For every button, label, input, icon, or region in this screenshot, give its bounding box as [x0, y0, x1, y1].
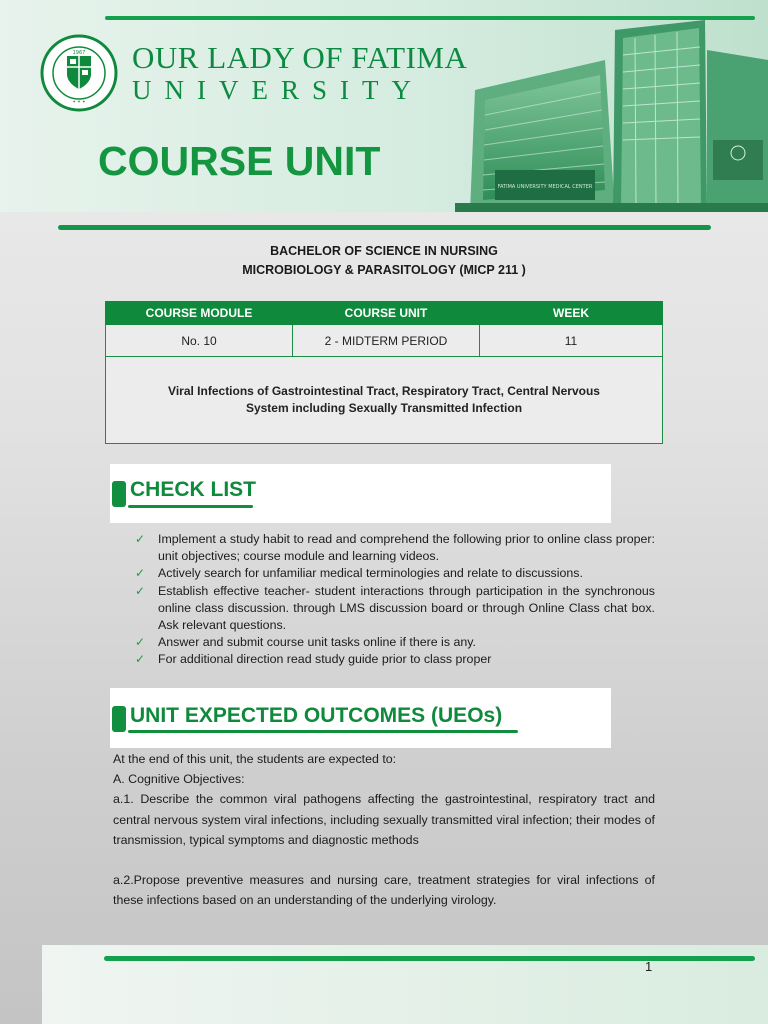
header-bottom-rule — [58, 225, 711, 230]
course-info-table — [105, 301, 663, 444]
heading-underline — [128, 730, 518, 733]
checkmark-icon: ✓ — [135, 635, 146, 650]
banner-accent-bar — [112, 481, 126, 507]
outcomes-intro: At the end of this unit, the students are expected to: — [113, 752, 397, 766]
page-header — [0, 0, 768, 212]
list-item: ✓ Actively search for unfamiliar medical terminologies and relate to discussions. — [133, 565, 655, 582]
university-building-image — [455, 20, 768, 212]
checklist — [133, 531, 655, 669]
list-item: ✓ For additional direction read study guide prior to class proper — [133, 651, 655, 668]
subject-title: MICROBIOLOGY & PARASITOLOGY (MICP 211 ) — [242, 263, 526, 277]
unit-topic: Viral Infections of Gastrointestinal Tract, Respiratory Tract, Central Nervous System including Sexually Transmitted Infection — [106, 357, 663, 444]
checkmark-icon: ✓ — [135, 532, 146, 546]
checklist-heading: CHECK LIST — [130, 478, 256, 501]
list-item: ✓ Implement a study habit to read and comprehend the following prior to online class proper: unit objectives; course module and learning videos. — [135, 532, 655, 564]
column-header-unit: COURSE UNIT — [293, 302, 480, 325]
table-row — [106, 325, 663, 357]
outcomes-category: A. Cognitive Objectives: — [113, 772, 245, 787]
objective-a1: a.1. Describe the common viral pathogens affecting the gastrointestinal, respiratory tract and central nervous system viral infections, including sexually transmitted viral infection; their modes of transmission, typical symptoms and diagnostic methods — [113, 792, 655, 847]
table-row — [106, 357, 663, 444]
university-seal-logo — [40, 34, 118, 112]
svg-text:✦ ✦ ✦: ✦ ✦ ✦ — [72, 99, 86, 104]
outcomes-body — [113, 749, 655, 910]
svg-text:1967: 1967 — [72, 50, 86, 56]
outcomes-heading: UNIT EXPECTED OUTCOMES (UEOs) — [130, 704, 503, 727]
column-header-week: WEEK — [480, 302, 663, 325]
heading-underline — [128, 505, 253, 508]
university-name-line2: UNIVERSITY — [132, 75, 424, 105]
week-value: 11 — [480, 325, 663, 357]
university-name-line1: OUR LADY OF FATIMA — [132, 40, 468, 75]
list-item: ✓ Establish effective teacher- student interactions through participation in the synchronous online class discussion. through LMS discussion board or through Online Class chat box. Ask relevant questions. — [135, 583, 655, 633]
checkmark-icon: ✓ — [135, 566, 146, 581]
table-header-row — [106, 302, 663, 325]
page-number: 1 — [645, 959, 653, 974]
banner-accent-bar — [112, 706, 126, 732]
checkmark-icon: ✓ — [135, 583, 146, 598]
checkmark-icon: ✓ — [135, 652, 146, 667]
course-unit-value: 2 - MIDTERM PERIOD — [293, 325, 480, 357]
course-module-value: No. 10 — [106, 325, 293, 357]
page-title: COURSE UNIT — [98, 138, 381, 184]
list-item: ✓ Answer and submit course unit tasks online if there is any. — [133, 634, 655, 651]
checklist-banner — [110, 464, 611, 523]
degree-program: BACHELOR OF SCIENCE IN NURSING — [270, 244, 498, 258]
objective-a2: a.2.Propose preventive measures and nursing care, treatment strategies for viral infections of these infections based on an understanding of the underlying virology. — [113, 873, 655, 908]
footer-rule — [104, 956, 755, 961]
svg-text:FATIMA UNIVERSITY MEDICAL CENT: FATIMA UNIVERSITY MEDICAL CENTER — [497, 184, 593, 190]
column-header-module: COURSE MODULE — [106, 302, 293, 325]
outcomes-banner — [110, 688, 611, 748]
